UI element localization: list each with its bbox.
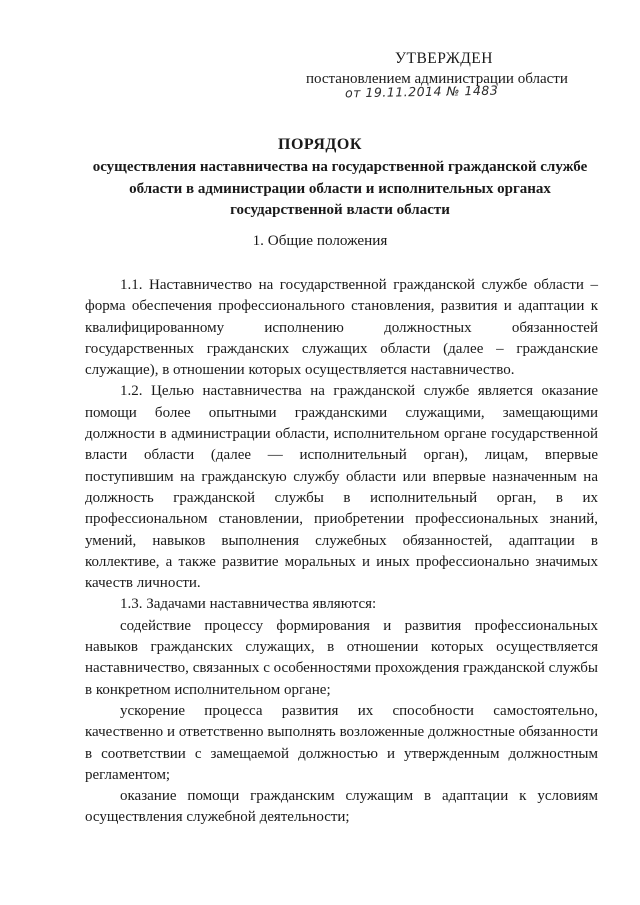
paragraph-task-1: содействие процессу формирования и развития профессиональных навыков гражданских служащих, в отношении которых осуществляется наставничество, связанных с особенностями прохождения гражданской службы в конкретном исполнительном органе; [85, 617, 598, 698]
paragraph-task-3: оказание помощи гражданским служащим в адаптации к условиям осуществления служебной деятельности; [85, 788, 598, 826]
approval-resolution-line: постановлением администрации области [306, 71, 568, 87]
document-title: ПОРЯДОК [278, 136, 362, 153]
section-heading: 1. Общие положения [252, 232, 388, 249]
handwritten-date-number: от 19.11.2014 № 1483 [344, 82, 499, 101]
paragraph-task-2: ускорение процесса развития их способности самостоятельно, качественно и ответственно выполнять возложенные должностные обязанности в соответствии с замещаемой должностью и утвержденным должностным регламентом; [85, 702, 598, 783]
approval-stamp-heading: УТВЕРЖДЕН [395, 50, 493, 67]
paragraph-1-3: 1.3. Задачами наставничества являются: [120, 596, 377, 613]
document-subtitle: осуществления наставничества на государственной гражданской службе области в администрации области и исполнительных органах государственной власти области [92, 159, 588, 218]
paragraph-1-2: 1.2. Целью наставничества на гражданской службе является оказание помощи более опытными гражданскими служащими, замещающими должности в администрации области, исполнительном органе государственной власти области (далее — исполнительный орган), лицам, впервые поступившим на гражданскую службу области или впервые назначенным на должность гражданской службы в исполнительный орган, в их профессиональном становлении, приобретении профессиональных знаний, умений, навыков выполнения служебных обязанностей, адаптации в коллективе, а также развитие моральных и иных профессионально значимых качеств личности. [85, 383, 598, 592]
paragraph-1-1: 1.1. Наставничество на государственной гражданской службе области – форма обеспечения профессионального становления, развития и адаптации к квалифицированному исполнению должностных обязанностей государственных гражданских служащих области (далее – гражданские служащие), в отношении которых осуществляется наставничество. [85, 277, 598, 379]
document-body [85, 275, 598, 829]
